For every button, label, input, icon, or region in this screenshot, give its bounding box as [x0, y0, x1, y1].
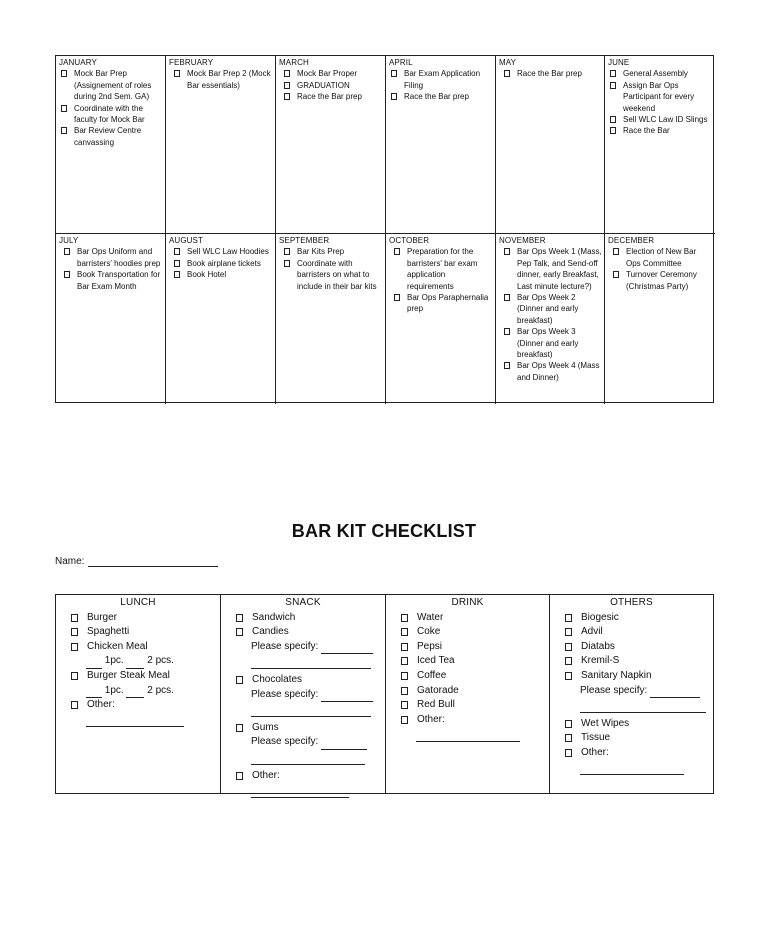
task-text: Book Transportation for Bar Exam Month: [77, 270, 161, 291]
checkbox[interactable]: [565, 614, 572, 622]
blank-line[interactable]: [251, 753, 365, 765]
checkbox[interactable]: [394, 294, 400, 301]
checkbox[interactable]: [504, 294, 510, 301]
checkbox[interactable]: [401, 643, 408, 651]
checklist-title: BAR KIT CHECKLIST: [291, 521, 477, 541]
checkbox[interactable]: [610, 116, 616, 123]
task-text: Mock Bar Prep 2 (Mock Bar essentials): [187, 69, 271, 90]
month-name: AUGUST: [169, 236, 203, 245]
task-item: [389, 91, 493, 102]
month-cell-october: [386, 234, 496, 404]
task-item: [279, 91, 383, 102]
task-text: General Assembly: [623, 69, 688, 79]
checkbox[interactable]: [284, 70, 290, 77]
checklist-item: Advil: [550, 625, 713, 640]
task-item: [59, 125, 163, 148]
checkbox[interactable]: [565, 657, 572, 665]
task-item: [608, 114, 713, 125]
checkbox[interactable]: [236, 628, 243, 636]
snack-header: SNACK: [285, 597, 321, 608]
bar-kit-checklist-table: [55, 594, 714, 794]
task-item: [499, 246, 602, 292]
checklist-item: Burger: [56, 611, 220, 626]
month-cell-december: [605, 234, 715, 404]
blank-line[interactable]: [86, 657, 102, 669]
checkbox[interactable]: [71, 628, 78, 636]
checkbox[interactable]: [401, 628, 408, 636]
task-text: Bar Ops Week 2 (Dinner and early breakfast): [517, 293, 579, 325]
task-item: [389, 246, 493, 292]
month-cell-august: [166, 234, 276, 404]
checkbox[interactable]: [401, 672, 408, 680]
task-item: [59, 269, 163, 292]
blank-line[interactable]: [126, 657, 144, 669]
task-item: [608, 246, 713, 269]
task-item: [389, 68, 493, 91]
task-item: [389, 292, 493, 315]
drink-header: DRINK: [451, 597, 484, 608]
task-text: Race the Bar prep: [517, 69, 582, 79]
blank-line[interactable]: [251, 705, 371, 717]
month-name: JANUARY: [59, 58, 97, 67]
task-item: [59, 103, 163, 126]
checkbox[interactable]: [71, 672, 78, 680]
task-item: [169, 258, 273, 269]
checklist-item: Sanitary Napkin: [550, 669, 713, 684]
task-item: [169, 68, 273, 91]
blank-line[interactable]: [321, 690, 373, 702]
checkbox[interactable]: [401, 657, 408, 665]
task-text: Preparation for the barristers' bar exam application requirements: [407, 247, 478, 291]
checklist-item: Coffee: [386, 669, 549, 684]
checkbox[interactable]: [236, 614, 243, 622]
checkbox[interactable]: [394, 248, 400, 255]
month-name: FEBRUARY: [169, 58, 214, 67]
checkbox[interactable]: [236, 724, 243, 732]
month-cell-april: [386, 56, 496, 234]
task-item: [169, 246, 273, 257]
checkbox[interactable]: [565, 734, 572, 742]
snack-column: SNACK Sandwich Candies Please specify: Chocolates Please specify: Gums Please specify: Other:: [221, 595, 386, 793]
task-text: Sell WLC Law ID Slings: [623, 115, 708, 125]
blank-line[interactable]: [416, 730, 520, 742]
month-name: OCTOBER: [389, 236, 430, 245]
task-item: [499, 360, 602, 383]
task-text: Bar Ops Week 1 (Mass, Pep Talk, and Send-off dinner, early Breakfast, Last minute lecture?): [517, 247, 602, 291]
chicken-pieces-row: 1pc. 2 pcs.: [56, 654, 220, 669]
task-item: [608, 125, 713, 136]
task-text: Bar Review Centre canvassing: [74, 126, 142, 147]
blank-line[interactable]: [580, 763, 684, 775]
checkbox[interactable]: [391, 70, 397, 77]
checkbox[interactable]: [61, 70, 67, 77]
checkbox[interactable]: [71, 614, 78, 622]
checklist-item: Other:: [386, 713, 549, 728]
checkbox[interactable]: [284, 93, 290, 100]
checklist-item: Wet Wipes: [550, 717, 713, 732]
checkbox[interactable]: [504, 248, 510, 255]
blank-line[interactable]: [126, 686, 144, 698]
month-cell-june: [605, 56, 715, 234]
checklist-item: Pepsi: [386, 640, 549, 655]
checklist-item: Other:: [221, 769, 385, 784]
task-text: Election of New Bar Ops Committee: [626, 247, 697, 268]
task-text: Book Hotel: [187, 270, 227, 280]
month-cell-may: [496, 56, 605, 234]
checkbox[interactable]: [401, 716, 408, 724]
task-item: [169, 269, 273, 280]
checkbox[interactable]: [401, 687, 408, 695]
blank-line[interactable]: [251, 786, 349, 798]
checklist-item: Red Bull: [386, 698, 549, 713]
checkbox[interactable]: [610, 127, 616, 134]
checklist-item: Gatorade: [386, 684, 549, 699]
task-text: GRADUATION: [297, 80, 350, 90]
name-row: [55, 555, 218, 567]
month-name: MAY: [499, 58, 517, 67]
blank-line[interactable]: [321, 642, 373, 654]
blank-line[interactable]: [86, 686, 102, 698]
task-item: [499, 68, 602, 79]
month-name: MARCH: [279, 58, 309, 67]
blank-line[interactable]: [251, 657, 371, 669]
steak-pieces-row: 1pc. 2 pcs.: [56, 684, 220, 699]
checklist-item: Spaghetti: [56, 625, 220, 640]
checkbox[interactable]: [174, 248, 180, 255]
drink-column: [386, 595, 550, 793]
task-item: [499, 326, 602, 360]
month-cell-january: [56, 56, 166, 234]
task-text: Coordinate with barristers on what to include in their bar kits: [297, 258, 377, 291]
month-name: JULY: [59, 236, 79, 245]
month-cell-july: [56, 234, 166, 404]
month-name: SEPTEMBER: [279, 236, 330, 245]
checkbox[interactable]: [504, 328, 510, 335]
month-cell-february: [166, 56, 276, 234]
task-item: [59, 68, 163, 102]
lunch-column: [56, 595, 221, 793]
checkbox[interactable]: [613, 271, 619, 278]
checklist-item: Sandwich: [221, 611, 385, 626]
checkbox[interactable]: [610, 82, 616, 89]
month-cell-march: [276, 56, 386, 234]
task-text: Bar Kits Prep: [297, 247, 345, 257]
task-item: [279, 258, 383, 292]
checkbox[interactable]: [64, 248, 70, 255]
activity-calendar: [55, 55, 714, 403]
task-item: [279, 68, 383, 79]
checkbox[interactable]: [610, 70, 616, 77]
task-item: [279, 80, 383, 91]
checkbox[interactable]: [504, 362, 510, 369]
drink-list: [386, 611, 549, 728]
checkbox[interactable]: [565, 628, 572, 636]
checklist-item: Other:: [56, 698, 220, 713]
checkbox[interactable]: [71, 643, 78, 651]
checkbox[interactable]: [174, 70, 180, 77]
month-name: DECEMBER: [608, 236, 655, 245]
checkbox[interactable]: [401, 614, 408, 622]
checkbox[interactable]: [565, 672, 572, 680]
checkbox[interactable]: [284, 82, 290, 89]
checkbox[interactable]: [613, 248, 619, 255]
checklist-item: Kremil-S: [550, 654, 713, 669]
checkbox[interactable]: [236, 772, 243, 780]
month-name: NOVEMBER: [499, 236, 546, 245]
checkbox[interactable]: [401, 701, 408, 709]
task-text: Book airplane tickets: [187, 258, 261, 268]
checkbox[interactable]: [504, 70, 510, 77]
task-item: [279, 246, 383, 257]
task-text: Mock Bar Proper: [297, 69, 358, 79]
checkbox[interactable]: [174, 271, 180, 278]
task-text: Bar Exam Application Filing: [404, 69, 481, 90]
task-text: Bar Ops Week 3 (Dinner and early breakfast): [517, 327, 579, 360]
month-cell-september: [276, 234, 386, 404]
task-text: Assign Bar Ops Participant for every weekend: [623, 80, 695, 113]
checkbox[interactable]: [64, 271, 70, 278]
task-item: [608, 269, 713, 292]
task-item: [499, 292, 602, 326]
task-text: Race the Bar prep: [404, 92, 469, 102]
name-field[interactable]: [88, 555, 218, 567]
task-item: [59, 246, 163, 269]
checkbox[interactable]: [61, 127, 67, 134]
task-item: [608, 68, 713, 79]
checklist-item: Chicken Meal: [56, 640, 220, 655]
checklist-item: Tissue: [550, 731, 713, 746]
task-text: Sell WLC Law Hoodies: [187, 247, 269, 257]
checkbox[interactable]: [236, 676, 243, 684]
others-header: OTHERS: [610, 597, 653, 608]
task-text: Turnover Ceremony (Christmas Party): [626, 270, 697, 291]
checklist-item: Gums: [221, 721, 385, 736]
blank-line[interactable]: [86, 715, 184, 727]
blank-line[interactable]: [321, 738, 367, 750]
task-text: Bar Ops Uniform and barristers' hoodies prep: [77, 247, 161, 268]
checkbox[interactable]: [61, 105, 67, 112]
checklist-item: Coke: [386, 625, 549, 640]
month-cell-november: [496, 234, 605, 404]
checklist-item: Other:: [550, 746, 713, 761]
checkbox[interactable]: [174, 260, 180, 267]
checklist-item: Iced Tea: [386, 654, 549, 669]
checkbox[interactable]: [284, 248, 290, 255]
checkbox[interactable]: [284, 260, 290, 267]
checklist-item: Chocolates: [221, 673, 385, 688]
month-name: JUNE: [608, 58, 630, 67]
checkbox[interactable]: [565, 720, 572, 728]
checklist-item: Candies: [221, 625, 385, 640]
others-column: OTHERS Biogesic Advil Diatabs Kremil-S Sanitary Napkin Please specify: Wet Wipes Tissue Other:: [550, 595, 713, 793]
checklist-item: Diatabs: [550, 640, 713, 655]
checklist-item: Burger Steak Meal: [56, 669, 220, 684]
task-item: [608, 80, 713, 114]
checkbox[interactable]: [391, 93, 397, 100]
name-label: Name:: [55, 556, 85, 567]
blank-line[interactable]: [580, 701, 706, 713]
checkbox[interactable]: [71, 701, 78, 709]
lunch-header: LUNCH: [120, 597, 156, 608]
task-text: Mock Bar Prep (Assignement of roles during 2nd Sem. GA): [74, 69, 152, 102]
checklist-item: Water: [386, 611, 549, 626]
month-name: APRIL: [389, 58, 413, 67]
blank-line[interactable]: [650, 686, 700, 698]
task-text: Bar Ops Week 4 (Mass and Dinner): [517, 361, 600, 382]
task-text: Coordinate with the faculty for Mock Bar: [74, 103, 145, 125]
task-text: Bar Ops Paraphernalia prep: [407, 293, 489, 314]
checkbox[interactable]: [565, 749, 572, 757]
checkbox[interactable]: [565, 643, 572, 651]
task-text: Race the Bar: [623, 126, 670, 136]
task-text: Race the Bar prep: [297, 92, 362, 102]
checklist-item: Biogesic: [550, 611, 713, 626]
